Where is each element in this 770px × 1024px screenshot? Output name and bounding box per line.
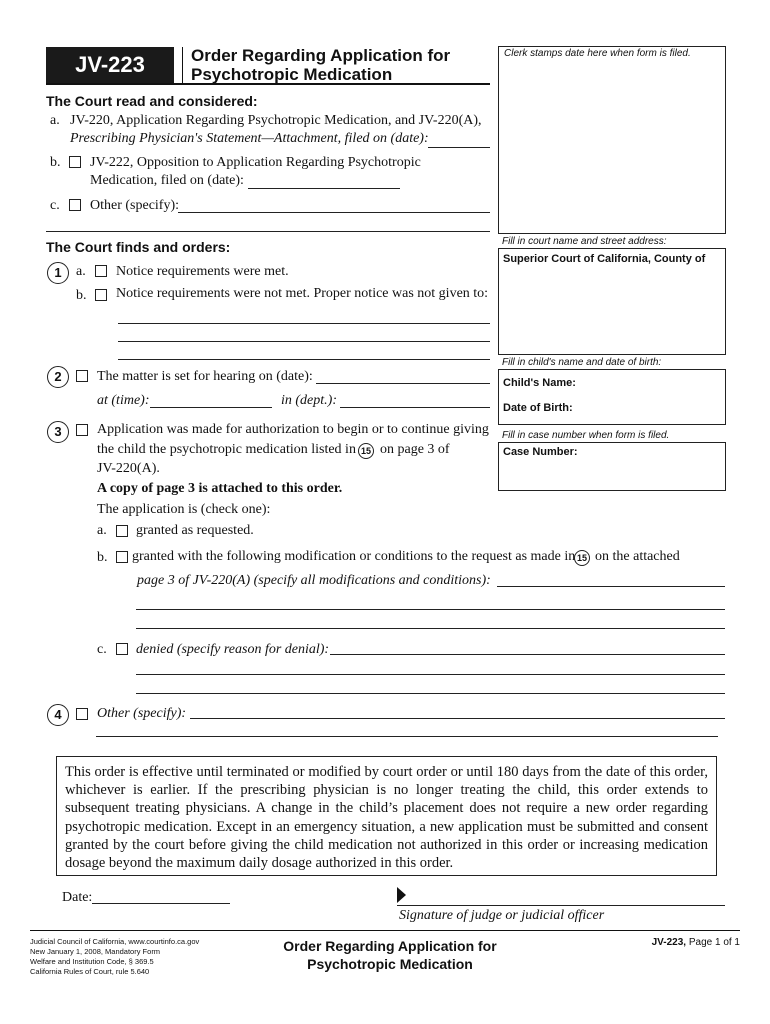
item-3-a-letter: a. [97,523,107,538]
item-1-b-letter: b. [76,288,87,303]
form-number-badge: JV-223 [46,47,174,83]
item-3-a-text: granted as requested. [136,523,254,538]
item-1-notice-line-2[interactable] [118,341,490,342]
item-3-c-field-3[interactable] [136,693,725,694]
item-3-c-field-1[interactable] [330,654,725,655]
item-1-a-checkbox[interactable] [95,265,107,277]
read-a-letter: a. [50,113,60,128]
item-1-number: 1 [47,262,69,284]
item-3-number: 3 [47,421,69,443]
item-4-specify-field-2[interactable] [96,736,718,737]
read-b-checkbox[interactable] [69,156,81,168]
read-b-date-field[interactable] [248,188,400,189]
footer-title-line1: Order Regarding Application for [283,938,497,954]
order-notice-box: This order is effective until terminated or modified by court order or until 180 days from the date of this order, whichever is earlier. If the prescribing physician is no longer treating the child, this order extends to subsequent treating physicians. A change in the child’s placement does not require a new order regarding psychotropic medication. Except in an emergency situation, a new application must be submitted and consent granted by the court before giving the child medication not authorized in this order or increasing medication dosage beyond the maximum daily dosage authorized in this order. [56,756,717,876]
read-c-specify-field-2[interactable] [46,231,490,232]
item-3-b-ref-15: 15 [574,550,590,566]
court-name-label: Superior Court of California, County of [503,253,706,265]
read-b-line2: Medication, filed on (date): [90,173,244,188]
item-3-line2b: on page 3 of [380,442,450,457]
item-2-time-field[interactable] [150,407,272,408]
signature-field[interactable] [397,905,725,906]
footer-left-line3: Welfare and Institution Code, § 369.5 [30,957,154,966]
read-b-line1: JV-222, Opposition to Application Regarding Psychotropic [90,155,421,170]
item-2-date-field[interactable] [316,383,490,384]
item-3-b-field-3[interactable] [136,628,725,629]
item-2-number: 2 [47,366,69,388]
clerk-stamp-box[interactable] [498,46,726,234]
read-c-text: Other (specify): [90,198,180,213]
finds-heading: The Court finds and orders: [46,239,231,255]
signature-label: Signature of judge or judicial officer [399,908,605,923]
child-dob-label: Date of Birth: [503,402,573,414]
footer-publisher [30,937,199,977]
footer-rule [30,930,740,931]
footer-page-number: Page 1 of 1 [688,937,740,948]
item-2-checkbox[interactable] [76,370,88,382]
item-3-c-field-2[interactable] [136,674,725,675]
item-3-b-line2: page 3 of JV-220(A) (specify all modifications and conditions): [137,573,491,588]
read-b-letter: b. [50,155,61,170]
item-3-b-letter: b. [97,550,108,565]
date-field[interactable] [92,903,230,904]
item-3-checkbox[interactable] [76,424,88,436]
item-3-b-field-2[interactable] [136,609,725,610]
item-3-b-checkbox[interactable] [116,551,128,563]
read-a-line2: Prescribing Physician's Statement—Attachment, filed on (date): [70,131,429,146]
item-3-status-intro: The application is (check one): [97,502,271,517]
item-2-time-label: at (time): [97,393,150,408]
case-number-label: Case Number: [503,446,578,458]
item-4-checkbox[interactable] [76,708,88,720]
item-3-b-field-1[interactable] [497,586,725,587]
item-3-c-text: denied (specify reason for denial): [136,642,330,657]
item-1-notice-line-3[interactable] [118,359,490,360]
item-3-copy-note: A copy of page 3 is attached to this order. [97,481,343,496]
read-a-line1: JV-220, Application Regarding Psychotropic Medication, and JV-220(A), [70,113,482,128]
item-2-dept-label: in (dept.): [281,393,337,408]
footer-page-info [600,937,740,948]
footer-title-line2: Psychotropic Medication [307,956,473,972]
item-4-number: 4 [47,704,69,726]
read-c-specify-field[interactable] [178,212,490,213]
item-2-dept-field[interactable] [340,407,490,408]
item-3-c-letter: c. [97,642,107,657]
item-1-b-text: Notice requirements were not met. Proper notice was not given to: [116,286,489,301]
item-3-line2a: the child the psychotropic medication listed in [97,442,356,457]
item-4-text: Other (specify): [97,706,187,721]
read-c-letter: c. [50,198,60,213]
read-a-date-field[interactable] [428,147,490,148]
item-4-specify-field-1[interactable] [190,718,725,719]
form-title-line1: Order Regarding Application for [191,46,451,65]
footer-left-line1: Judicial Council of California, www.courtinfo.ca.gov [30,937,200,946]
item-3-ref-15: 15 [358,443,374,459]
item-3-a-checkbox[interactable] [116,525,128,537]
title-divider [182,47,183,83]
clerk-stamp-label: Clerk stamps date here when form is filed. [504,48,691,59]
read-c-checkbox[interactable] [69,199,81,211]
item-1-a-text: Notice requirements were met. [116,264,289,279]
date-label: Date: [62,890,93,905]
case-number-hint: Fill in case number when form is filed. [502,430,670,441]
item-3-line1: Application was made for authorization to begin or to continue giving [97,422,489,437]
item-1-b-checkbox[interactable] [95,289,107,301]
item-2-text: The matter is set for hearing on (date): [97,369,313,384]
item-3-line3: JV-220(A). [97,461,160,476]
read-heading: The Court read and considered: [46,93,258,109]
footer-left-line2: New January 1, 2008, Mandatory Form [30,947,161,956]
item-3-c-checkbox[interactable] [116,643,128,655]
footer-left-line4: California Rules of Court, rule 5.640 [30,967,150,976]
item-3-b-text-a: granted with the following modification or conditions to the request as made in [132,549,576,564]
signature-arrow-icon [397,887,406,903]
item-3-b-text-b: on the attached [595,549,680,564]
item-1-a-letter: a. [76,264,86,279]
court-name-hint: Fill in court name and street address: [502,236,667,247]
footer-title [240,937,540,973]
form-title-line2: Psychotropic Medication [191,65,393,84]
item-1-notice-line-1[interactable] [118,323,490,324]
child-info-hint: Fill in child's name and date of birth: [502,357,662,368]
child-name-label: Child's Name: [503,377,576,389]
footer-form-number: JV-223, [651,937,687,948]
